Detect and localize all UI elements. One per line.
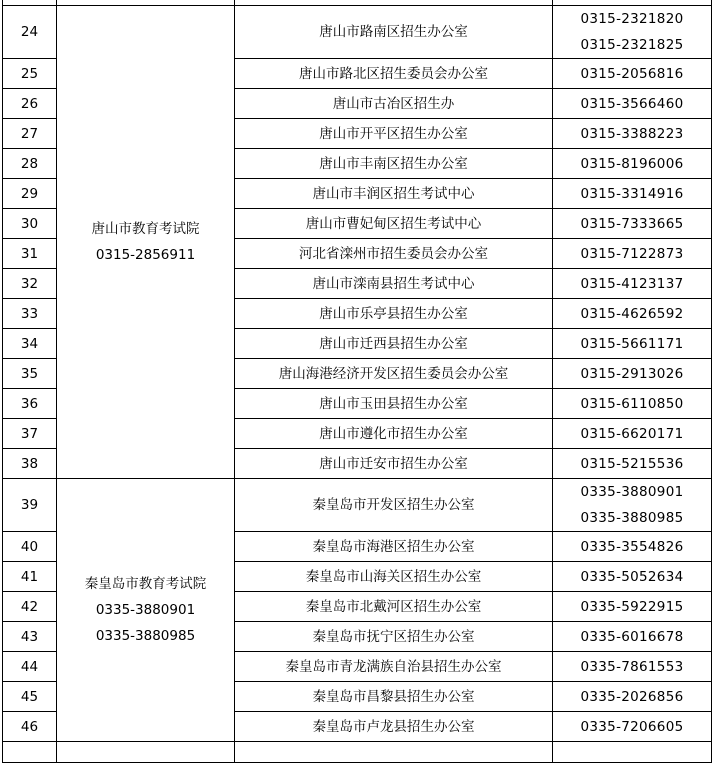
office-name: 唐山市遵化市招生办公室 — [235, 419, 553, 449]
office-phone — [553, 562, 712, 592]
office-name: 唐山市丰润区招生考试中心 — [235, 179, 553, 209]
table-row-cut-bottom — [3, 742, 712, 763]
office-name: 唐山市玉田县招生办公室 — [235, 389, 553, 419]
row-number: 29 — [3, 179, 57, 209]
row-number: 43 — [3, 622, 57, 652]
office-name: 秦皇岛市青龙满族自治县招生办公室 — [235, 652, 553, 682]
office-name: 河北省滦州市招生委员会办公室 — [235, 239, 553, 269]
phone-line: 0315-2056816 — [580, 65, 684, 82]
row-number: 31 — [3, 239, 57, 269]
office-name: 唐山市丰南区招生办公室 — [235, 149, 553, 179]
phone-line: 0335-3880985 — [580, 510, 684, 526]
phone-line: 0315-3566460 — [580, 95, 684, 112]
phone-line: 0315-7122873 — [580, 245, 684, 262]
phone-line: 0315-3314916 — [580, 185, 684, 202]
office-phone — [553, 419, 712, 449]
row-number: 36 — [3, 389, 57, 419]
office-phone — [553, 479, 712, 532]
phone-line: 0335-5922915 — [580, 598, 684, 615]
phone-line: 0315-2913026 — [580, 365, 684, 382]
office-name: 唐山市开平区招生办公室 — [235, 119, 553, 149]
office-phone — [553, 209, 712, 239]
phone-line: 0335-2026856 — [580, 688, 684, 705]
office-phone — [553, 6, 712, 59]
row-number: 32 — [3, 269, 57, 299]
row-number: 42 — [3, 592, 57, 622]
phone-line: 0315-2321820 — [580, 11, 684, 27]
row-number: 33 — [3, 299, 57, 329]
phone-line: 0315-6620171 — [580, 425, 684, 442]
cell-blank — [3, 742, 57, 763]
office-phone — [553, 149, 712, 179]
phone-line: 0315-3388223 — [580, 125, 684, 142]
office-phone — [553, 449, 712, 479]
office-name: 秦皇岛市抚宁区招生办公室 — [235, 622, 553, 652]
office-phone — [553, 712, 712, 742]
office-phone — [553, 89, 712, 119]
group-name: 唐山市教育考试院 — [91, 221, 200, 237]
phone-line: 0335-5052634 — [580, 568, 684, 585]
row-number: 34 — [3, 329, 57, 359]
office-phone — [553, 532, 712, 562]
office-name: 秦皇岛市卢龙县招生办公室 — [235, 712, 553, 742]
phone-line: 0315-5215536 — [580, 455, 684, 472]
row-number: 38 — [3, 449, 57, 479]
row-number: 26 — [3, 89, 57, 119]
phone-line: 0335-3880901 — [95, 602, 196, 618]
office-name: 唐山市曹妃甸区招生考试中心 — [235, 209, 553, 239]
table-row — [3, 479, 712, 532]
row-number: 40 — [3, 532, 57, 562]
office-phone — [553, 592, 712, 622]
phone-line: 0315-4626592 — [580, 305, 684, 322]
cell-blank — [57, 742, 235, 763]
phone-line: 0315-7333665 — [580, 215, 684, 232]
cell-blank — [553, 742, 712, 763]
office-name: 秦皇岛市北戴河区招生办公室 — [235, 592, 553, 622]
office-name: 唐山海港经济开发区招生委员会办公室 — [235, 359, 553, 389]
row-number: 27 — [3, 119, 57, 149]
row-number: 44 — [3, 652, 57, 682]
office-name: 秦皇岛市山海关区招生办公室 — [235, 562, 553, 592]
office-name: 唐山市滦南县招生考试中心 — [235, 269, 553, 299]
office-phone — [553, 119, 712, 149]
phone-line: 0315-4123137 — [580, 275, 684, 292]
office-name: 唐山市古冶区招生办 — [235, 89, 553, 119]
phone-line: 0335-6016678 — [580, 628, 684, 645]
office-phone — [553, 239, 712, 269]
phone-line: 0315-2856911 — [95, 247, 196, 263]
office-phone — [553, 389, 712, 419]
office-name: 唐山市乐亭县招生办公室 — [235, 299, 553, 329]
phone-line: 0315-8196006 — [580, 155, 684, 172]
office-phone — [553, 179, 712, 209]
office-phone — [553, 269, 712, 299]
row-number: 24 — [3, 6, 57, 59]
table-row — [3, 6, 712, 59]
table-body — [3, 0, 712, 763]
phone-line: 0335-3880985 — [95, 628, 196, 644]
row-number: 28 — [3, 149, 57, 179]
phone-line: 0335-3880901 — [580, 484, 684, 500]
office-name: 唐山市迁西县招生办公室 — [235, 329, 553, 359]
office-phone — [553, 329, 712, 359]
row-number: 37 — [3, 419, 57, 449]
office-name: 唐山市路南区招生办公室 — [235, 6, 553, 59]
row-number: 45 — [3, 682, 57, 712]
row-number: 41 — [3, 562, 57, 592]
office-name: 秦皇岛市昌黎县招生办公室 — [235, 682, 553, 712]
office-phone — [553, 682, 712, 712]
group-name: 秦皇岛市教育考试院 — [84, 576, 207, 592]
office-phone — [553, 622, 712, 652]
office-name: 秦皇岛市开发区招生办公室 — [235, 479, 553, 532]
office-name: 唐山市路北区招生委员会办公室 — [235, 59, 553, 89]
office-phone — [553, 299, 712, 329]
phone-line: 0335-7861553 — [580, 658, 684, 675]
row-number: 39 — [3, 479, 57, 532]
group-authority-cell — [57, 6, 235, 479]
row-number: 25 — [3, 59, 57, 89]
phone-line: 0315-2321825 — [580, 37, 684, 53]
office-name: 秦皇岛市海港区招生办公室 — [235, 532, 553, 562]
office-phone — [553, 59, 712, 89]
office-name: 唐山市迁安市招生办公室 — [235, 449, 553, 479]
phone-line: 0315-6110850 — [580, 395, 684, 412]
office-phone — [553, 359, 712, 389]
admissions-office-table — [2, 0, 712, 763]
phone-line: 0335-3554826 — [580, 538, 684, 555]
cell-blank — [235, 742, 553, 763]
row-number: 46 — [3, 712, 57, 742]
row-number: 30 — [3, 209, 57, 239]
phone-line: 0315-5661171 — [580, 335, 684, 352]
phone-line: 0335-7206605 — [580, 718, 684, 735]
group-authority-cell — [57, 479, 235, 742]
office-phone — [553, 652, 712, 682]
row-number: 35 — [3, 359, 57, 389]
